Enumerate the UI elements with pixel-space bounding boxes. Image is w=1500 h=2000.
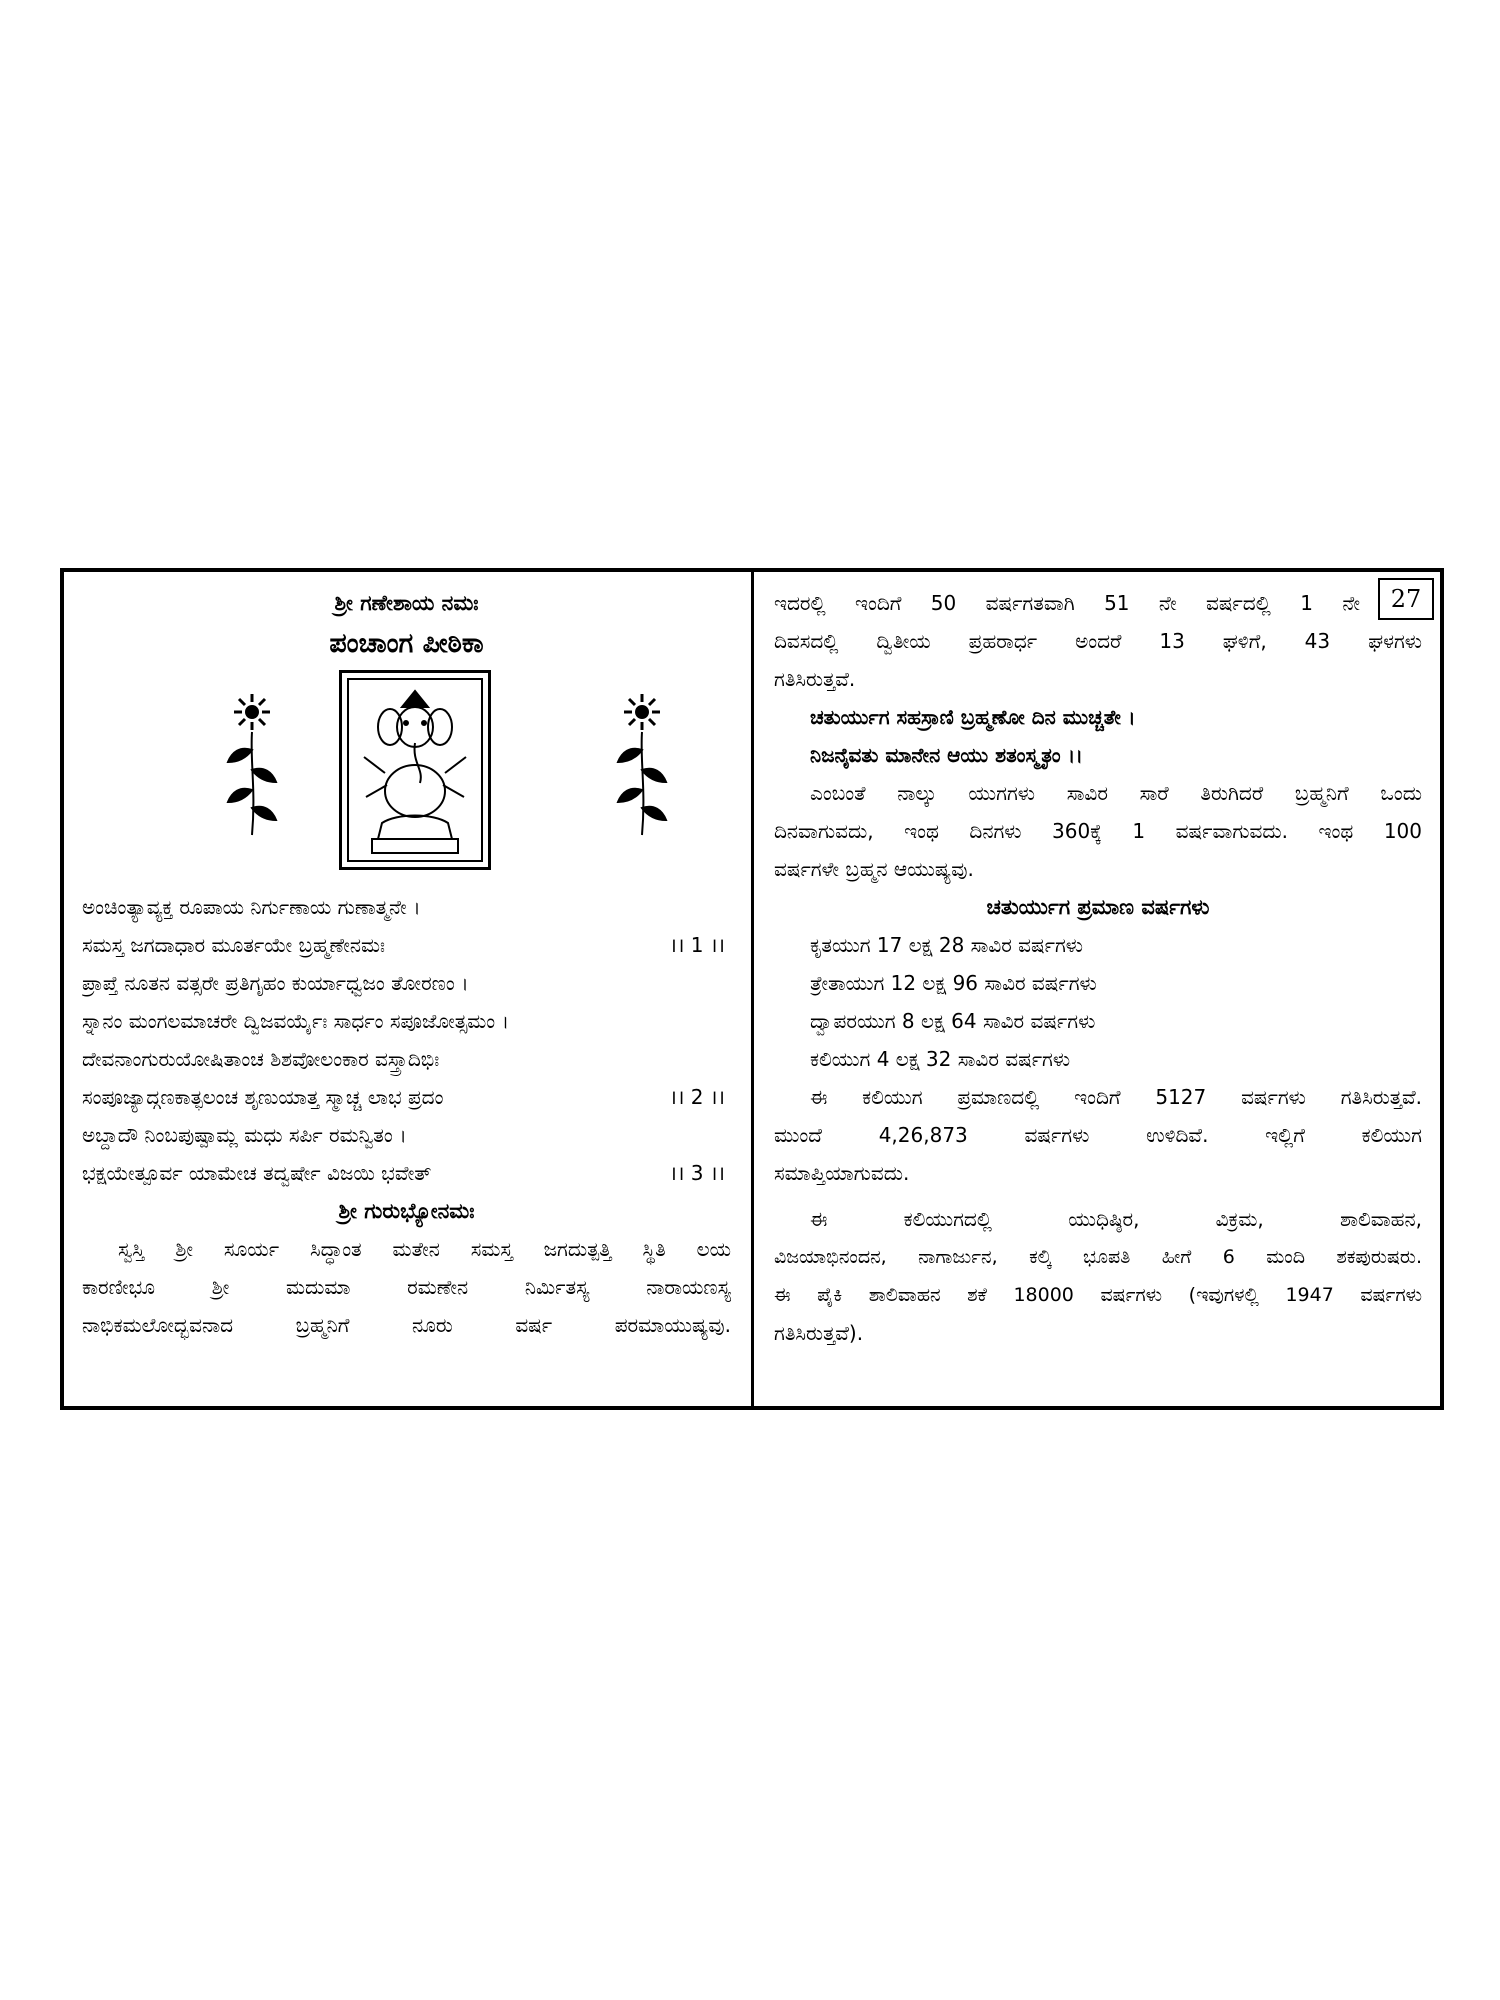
paragraph-line: ದಿನವಾಗುವದು, ಇಂಥ ದಿನಗಳು 360ಕ್ಕೆ 1 ವರ್ಷವಾಗುವದು. ಇಂಥ 100 [774,819,1422,843]
paragraph-line: ಸಮಾಪ್ತಿಯಾಗುವದು. [774,1161,910,1185]
list-item: ದ್ವಾಪರಯುಗ 8 ಲಕ್ಷ 64 ಸಾವಿರ ವರ್ಷಗಳು [810,1009,1096,1033]
paragraph-line: ಈ ಕಲಿಯುಗದಲ್ಲಿ ಯುಧಿಷ್ಠಿರ, ವಿಕ್ರಮ, ಶಾಲಿವಾಹನ, [810,1207,1422,1231]
guru-invocation-title: ಶ್ರೀ ಗುರುಭ್ಯೋನಮಃ [338,1199,475,1223]
paragraph-line: ಗತಿಸಿರುತ್ತವೆ. [774,667,856,691]
paragraph-line: ಇದರಲ್ಲಿ ಇಂದಿಗೆ 50 ವರ್ಷಗತವಾಗಿ 51 ನೇ ವರ್ಷದಲ್ಲಿ 1 ನೇ [774,591,1360,615]
paragraph-line: ಸ್ವಸ್ತಿ ಶ್ರೀ ಸೂರ್ಯ ಸಿದ್ಧಾಂತ ಮತೇನ ಸಮಸ್ತ ಜಗದುತ್ಪತ್ತಿ ಸ್ಥಿತಿ ಲಯ [118,1237,731,1261]
right-column [754,572,1440,1406]
shloka-line: ನಿಜನೈವತು ಮಾನೇನ ಆಯು ಶತಂಸ್ಮೃತಂ ।। [810,743,1083,767]
shloka-line: ಚತುರ್ಯುಗ ಸಹಸ್ರಾಣಿ ಬ್ರಹ್ಮಣೋ ದಿನ ಮುಚ್ಚತೇ । [810,705,1136,729]
paragraph-line: ಎಂಬಂತೆ ನಾಲ್ಕು ಯುಗಗಳು ಸಾವಿರ ಸಾರೆ ತಿರುಗಿದರೆ ಬ್ರಹ್ಮನಿಗೆ ಒಂದು [810,781,1422,805]
paragraph-line: ಗತಿಸಿರುತ್ತವೆ). [774,1321,864,1345]
verse-line: ಸ್ನಾನಂ ಮಂಗಲಮಾಚರೇ ದ್ವಿಜವರ್ಯೈಃ ಸಾರ್ಧಂ ಸಪೂಜೋತ್ಸಮಂ । [82,1009,510,1033]
verse-line: ಸಂಪೂಜ್ಯಾದ್ಗಣಕಾತ್ಫಲಂಚ ಶೃಣುಯಾತ್ತ ಸ್ಮಾಚ್ಚ ಲಾಭ ಪ್ರದಂ ।। 2 ।। [82,1085,725,1109]
right-paragraph-4 [774,1200,1422,1352]
paragraph-line: ವರ್ಷಗಳೇ ಬ್ರಹ್ಮನ ಆಯುಷ್ಯವು. [774,857,974,881]
left-paragraph [82,1230,731,1344]
paragraph-line: ವಿಜಯಾಭಿನಂದನ, ನಾಗಾರ್ಜುನ, ಕಲ್ಕಿ ಭೂಪತಿ ಹೀಗೆ 6 ಮಂದಿ ಶಕಪುರುಷರು. [774,1246,1422,1268]
ganesha-image [339,670,491,870]
paragraph-line: ನಾಭಿಕಮಲೋದ್ಭವನಾದ ಬ್ರಹ್ಮನಿಗೆ ನೂರು ವರ್ಷ ಪರಮಾಯುಷ್ಯವು. [82,1313,731,1337]
list-item: ಕೃತಯುಗ 17 ಲಕ್ಷ 28 ಸಾವಿರ ವರ್ಷಗಳು [810,933,1084,957]
left-column [64,572,751,1406]
yuga-list [774,926,1422,1078]
paragraph-line: ಈ ಕಲಿಯುಗ ಪ್ರಮಾಣದಲ್ಲಿ ಇಂದಿಗೆ 5127 ವರ್ಷಗಳು ಗತಿಸಿರುತ್ತವೆ. [810,1085,1422,1109]
illustration-row [82,670,731,880]
ganesha-icon [342,673,488,867]
section-heading: ಚತುರ್ಯುಗ ಪ್ರಮಾಣ ವರ್ಷಗಳು [986,895,1210,919]
verse-line: ಅಬ್ದಾದೌ ನಿಂಬಪುಷ್ಪಾಮ್ಲ ಮಧು ಸರ್ಪಿ ರಮನ್ವಿತಂ । [82,1123,407,1147]
list-item: ಕಲಿಯುಗ 4 ಲಕ್ಷ 32 ಸಾವಿರ ವರ್ಷಗಳು [810,1047,1071,1071]
verse-line: ಪ್ರಾಪ್ತೆ ನೂತನ ವತ್ಸರೇ ಪ್ರತಿಗೃಹಂ ಕುರ್ಯಾಧ್ವಜಂ ತೋರಣಂ । [82,971,469,995]
verse-block [82,888,731,1192]
invocation-title: ಶ್ರೀ ಗಣೇಶಾಯ ನಮಃ [334,591,479,615]
list-item: ತ್ರೇತಾಯುಗ 12 ಲಕ್ಷ 96 ಸಾವಿರ ವರ್ಷಗಳು [810,971,1097,995]
verse-line: ದೇವನಾಂಗುರುಯೋಷಿತಾಂಚ ಶಿಶವೋಲಂಕಾರ ವಸ್ತ್ರಾದಿಭಿಃ [82,1047,440,1071]
paragraph-line: ಮುಂದೆ 4,26,873 ವರ್ಷಗಳು ಉಳಿದಿವೆ. ಇಲ್ಲಿಗೆ ಕಲಿಯುಗ [774,1123,1422,1147]
verse-line: ಸಮಸ್ತ ಜಗದಾಧಾರ ಮೂರ್ತಯೇ ಬ್ರಹ್ಮಣೇನಮಃ ।। 1 ।। [82,933,725,957]
shloka-block [774,698,1422,774]
page-frame [60,568,1444,1410]
page-title: ಪಂಚಾಂಗ ಪೀಠಿಕಾ [329,628,484,659]
paragraph-line: ದಿವಸದಲ್ಲಿ ದ್ವಿತೀಯ ಪ್ರಹರಾರ್ಧ ಅಂದರೆ 13 ಘಳಿಗೆ, 43 ಘಳಗಳು [774,629,1422,653]
flower-ornament-left-icon [212,690,292,840]
page-number: 27 [1378,578,1434,620]
right-paragraph-2 [774,774,1422,888]
paragraph-line: ಕಾರಣೀಭೂ ಶ್ರೀ ಮದುಮಾ ರಮಣೇನ ನಿರ್ಮಿತಸ್ಯ ನಾರಾಯಣಸ್ಯ [82,1275,731,1299]
right-paragraph-3 [774,1078,1422,1192]
paragraph-line: ಈ ಪೈಕಿ ಶಾಲಿವಾಹನ ಶಕೆ 18000 ವರ್ಷಗಳು (ಇವುಗಳಲ್ಲಿ 1947 ವರ್ಷಗಳು [774,1284,1422,1306]
verse-line: ಭಕ್ಷಯೇತ್ಪೂರ್ವ ಯಾಮೇಚ ತದ್ವರ್ಷೇ ವಿಜಯಿ ಭವೇತ್ ।। 3 ।। [82,1161,725,1185]
right-paragraph-1 [774,584,1422,698]
flower-ornament-right-icon [602,690,682,840]
verse-line: ಅಂಚಿಂತ್ಯಾವ್ಯಕ್ತ ರೂಪಾಯ ನಿರ್ಗುಣಾಯ ಗುಣಾತ್ಮನೇ । [82,895,421,919]
